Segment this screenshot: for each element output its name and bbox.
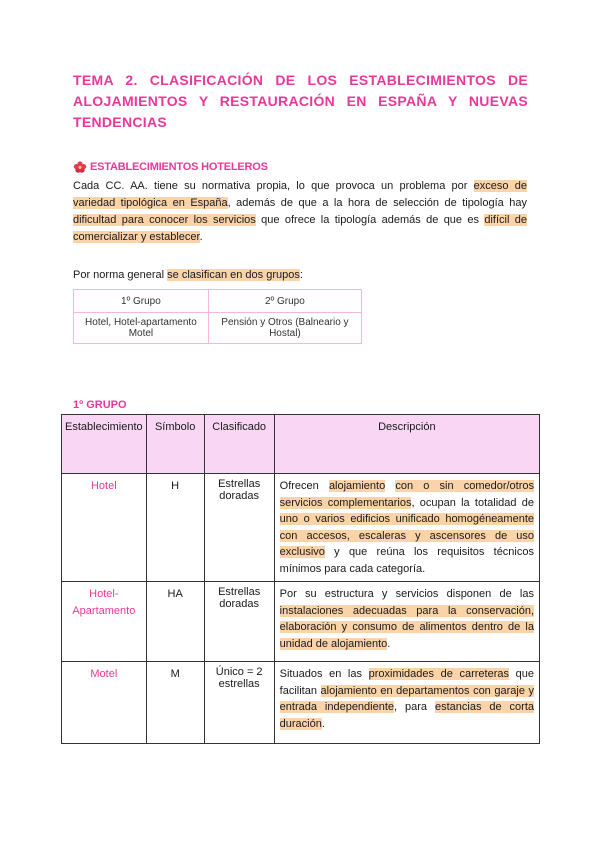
highlight: difícil de comercializar y establecer <box>73 214 528 243</box>
row-name: Hotel-Apartamento <box>62 582 147 662</box>
highlight: dificultad para conocer los servicios <box>73 214 256 226</box>
groups-cell-2: Pensión y Otros (Balneario y Hostal) <box>208 313 361 344</box>
row-symbol: M <box>146 662 204 744</box>
row-classified: Único = 2 estrellas <box>204 662 274 744</box>
row-description: Ofrecen alojamiento con o sin comedor/otros servicios complementarios, ocupan la totalidad de uno o varios edificios unificado homogéneamente con accesos, escaleras y ascensores de uso exclusivo y que reúna los requisitos técnicos mínimos para cada categoría. <box>274 474 539 582</box>
group1-heading: 1º GRUPO <box>73 399 127 411</box>
groups-header-2: 2º Grupo <box>208 290 361 313</box>
intro-paragraph: Cada CC. AA. tiene su normativa propia, lo que provoca un problema por exceso de variedad tipológica en España, además de que a la hora de selección de tipología hay dificultad para conocer los servicios que ofrece la tipología además de que es difícil de comercializar y establecer. <box>73 180 528 243</box>
row-classified: Estrellas doradas <box>204 474 274 582</box>
col-header-symbol: Símbolo <box>146 415 204 474</box>
groups-header-1: 1º Grupo <box>74 290 209 313</box>
col-header-classified: Clasificado <box>204 415 274 474</box>
row-symbol: HA <box>146 582 204 662</box>
row-classified: Estrellas doradas <box>204 582 274 662</box>
table-row <box>62 662 540 744</box>
flower-icon <box>73 161 87 173</box>
table-row <box>62 474 540 582</box>
row-description: Por su estructura y servicios disponen de las instalaciones adecuadas para la conservación, elaboración y consumo de alimentos dentro de la unidad de alojamiento. <box>274 582 539 662</box>
groups-table <box>73 289 362 344</box>
row-symbol: H <box>146 474 204 582</box>
col-header-description: Descripción <box>274 415 539 474</box>
highlight: exceso de variedad tipológica en España <box>73 180 527 209</box>
row-name: Hotel <box>62 474 147 582</box>
highlight: se clasifican en dos grupos <box>167 269 300 281</box>
table-row <box>62 582 540 662</box>
section-heading-text: ESTABLECIMIENTOS HOTELEROS <box>90 161 268 173</box>
page-title: TEMA 2. CLASIFICACIÓN DE LOS ESTABLECIMIENTOS DE ALOJAMIENTOS Y RESTAURACIÓN EN ESPAÑA Y NUEVAS TENDENCIAS <box>73 72 528 130</box>
section-heading <box>73 161 268 173</box>
groups-intro: Por norma general se clasifican en dos grupos: <box>73 269 303 281</box>
col-header-establishment: Establecimiento <box>62 415 147 474</box>
groups-cell-1: Hotel, Hotel-apartamento Motel <box>74 313 209 344</box>
group1-table <box>61 414 540 744</box>
table-header-row <box>62 415 540 474</box>
row-name: Motel <box>62 662 147 744</box>
row-description: Situados en las proximidades de carreteras que facilitan alojamiento en departamentos con garaje y entrada independiente, para estancias de corta duración. <box>274 662 539 744</box>
